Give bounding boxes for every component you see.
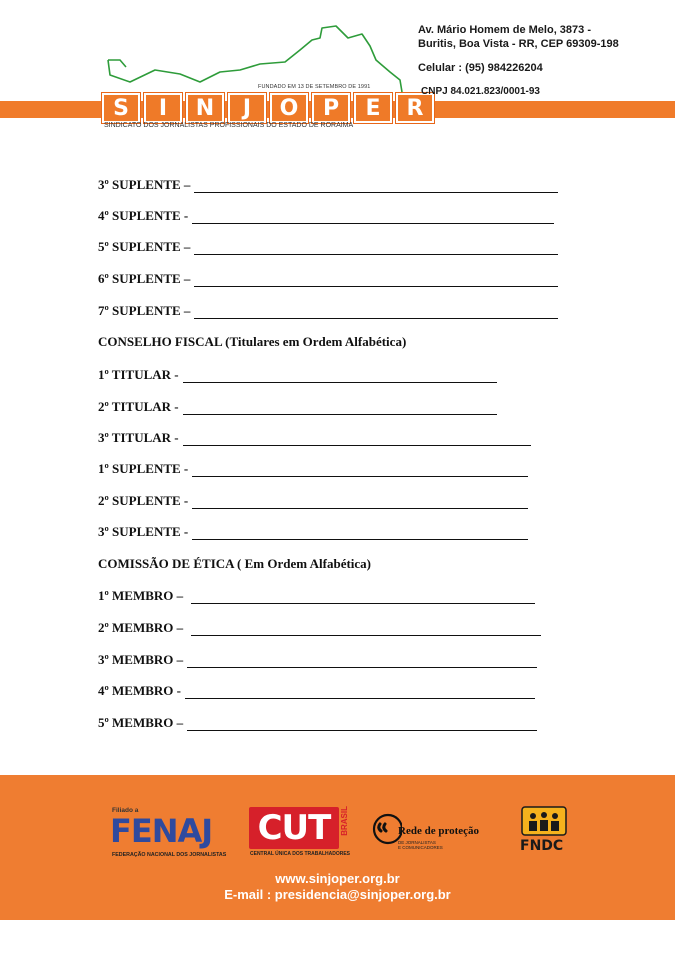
fndc-icon (521, 806, 567, 836)
logo-letter: I (144, 93, 182, 123)
field-label: 3º SUPLENTE - (98, 524, 189, 539)
sinjoper-logo (102, 93, 434, 123)
logo-letter: E (354, 93, 392, 123)
field-label: 3º SUPLENTE – (98, 177, 191, 192)
field-label: 4º SUPLENTE - (98, 208, 189, 223)
blank-line (192, 528, 528, 540)
cut-subtitle: CENTRAL ÚNICA DOS TRABALHADORES (250, 851, 350, 857)
founded-date: FUNDADO EM 13 DE SETEMBRO DE 1991 (258, 84, 371, 90)
blank-line (192, 212, 554, 224)
section-heading-etica: COMISSÃO DE ÉTICA ( Em Ordem Alfabética) (98, 556, 371, 571)
form-row (98, 430, 531, 446)
form-row (98, 303, 558, 319)
rede-subtitle: DE JORNALISTAS (398, 840, 436, 845)
blank-line (185, 687, 535, 699)
section-heading-fiscal: CONSELHO FISCAL (Titulares em Ordem Alfabética) (98, 334, 407, 349)
fndc-logo: FNDC (520, 838, 564, 854)
cut-brasil: BRASIL (340, 806, 349, 836)
cut-logo: CUT (257, 808, 331, 848)
field-label: 3º MEMBRO – (98, 652, 184, 667)
form-row (98, 177, 558, 193)
logo-letter: R (396, 93, 434, 123)
form-row (98, 367, 497, 383)
blank-line (192, 465, 528, 477)
address-line-2: Buritis, Boa Vista - RR, CEP 69309-198 (418, 38, 619, 50)
email-link[interactable]: E-mail : presidencia@sinjoper.org.br (224, 887, 451, 902)
logo-letter: P (312, 93, 350, 123)
blank-line (187, 656, 537, 668)
form-row (98, 652, 537, 668)
form-row (98, 493, 528, 509)
phone: Celular : (95) 984226204 (418, 62, 543, 74)
logo-letter: O (270, 93, 308, 123)
blank-line (191, 592, 535, 604)
fenaj-affiliation: Filiado a (112, 807, 139, 814)
field-label: 5º SUPLENTE – (98, 239, 191, 254)
blank-line (183, 434, 531, 446)
field-label: 1º MEMBRO – (98, 588, 184, 603)
fenaj-subtitle: FEDERAÇÃO NACIONAL DOS JORNALISTAS (112, 852, 227, 858)
form-row (98, 399, 497, 415)
field-label: 3º TITULAR - (98, 430, 179, 445)
blank-line (183, 403, 497, 415)
form-row (98, 588, 535, 604)
form-row (98, 620, 541, 636)
website-link[interactable]: www.sinjoper.org.br (275, 871, 400, 886)
field-label: 2º TITULAR - (98, 399, 179, 414)
blank-line (194, 243, 558, 255)
blank-line (187, 719, 537, 731)
field-label: 1º SUPLENTE - (98, 461, 189, 476)
blank-line (194, 181, 558, 193)
form-row (98, 271, 558, 287)
form-row (98, 715, 537, 731)
blank-line (194, 275, 558, 287)
logo-letter: J (228, 93, 266, 123)
field-label: 2º SUPLENTE - (98, 493, 189, 508)
blank-line (183, 371, 497, 383)
form-row (98, 208, 554, 224)
blank-line (192, 497, 528, 509)
blank-line (194, 307, 558, 319)
field-label: 4º MEMBRO - (98, 683, 182, 698)
field-label: 1º TITULAR - (98, 367, 179, 382)
blank-line (191, 624, 541, 636)
fenaj-logo: FENAJ (110, 812, 213, 850)
logo-letter: N (186, 93, 224, 123)
form-row (98, 461, 528, 477)
union-full-name: SINDICATO DOS JORNALISTAS PROFISSIONAIS DO ESTADO DE RORAIMA (104, 122, 354, 129)
address-line-1: Av. Mário Homem de Melo, 3873 - (418, 24, 591, 36)
field-label: 7º SUPLENTE – (98, 303, 191, 318)
form-row (98, 239, 558, 255)
rede-title: Rede de proteção (398, 825, 480, 837)
field-label: 2º MEMBRO – (98, 620, 184, 635)
field-label: 5º MEMBRO – (98, 715, 184, 730)
form-row (98, 683, 535, 699)
form-row (98, 524, 528, 540)
rede-subtitle: E COMUNICADORES (398, 845, 443, 850)
logo-letter: S (102, 93, 140, 123)
cnpj: CNPJ 84.021.823/0001-93 (421, 86, 540, 97)
field-label: 6º SUPLENTE – (98, 271, 191, 286)
